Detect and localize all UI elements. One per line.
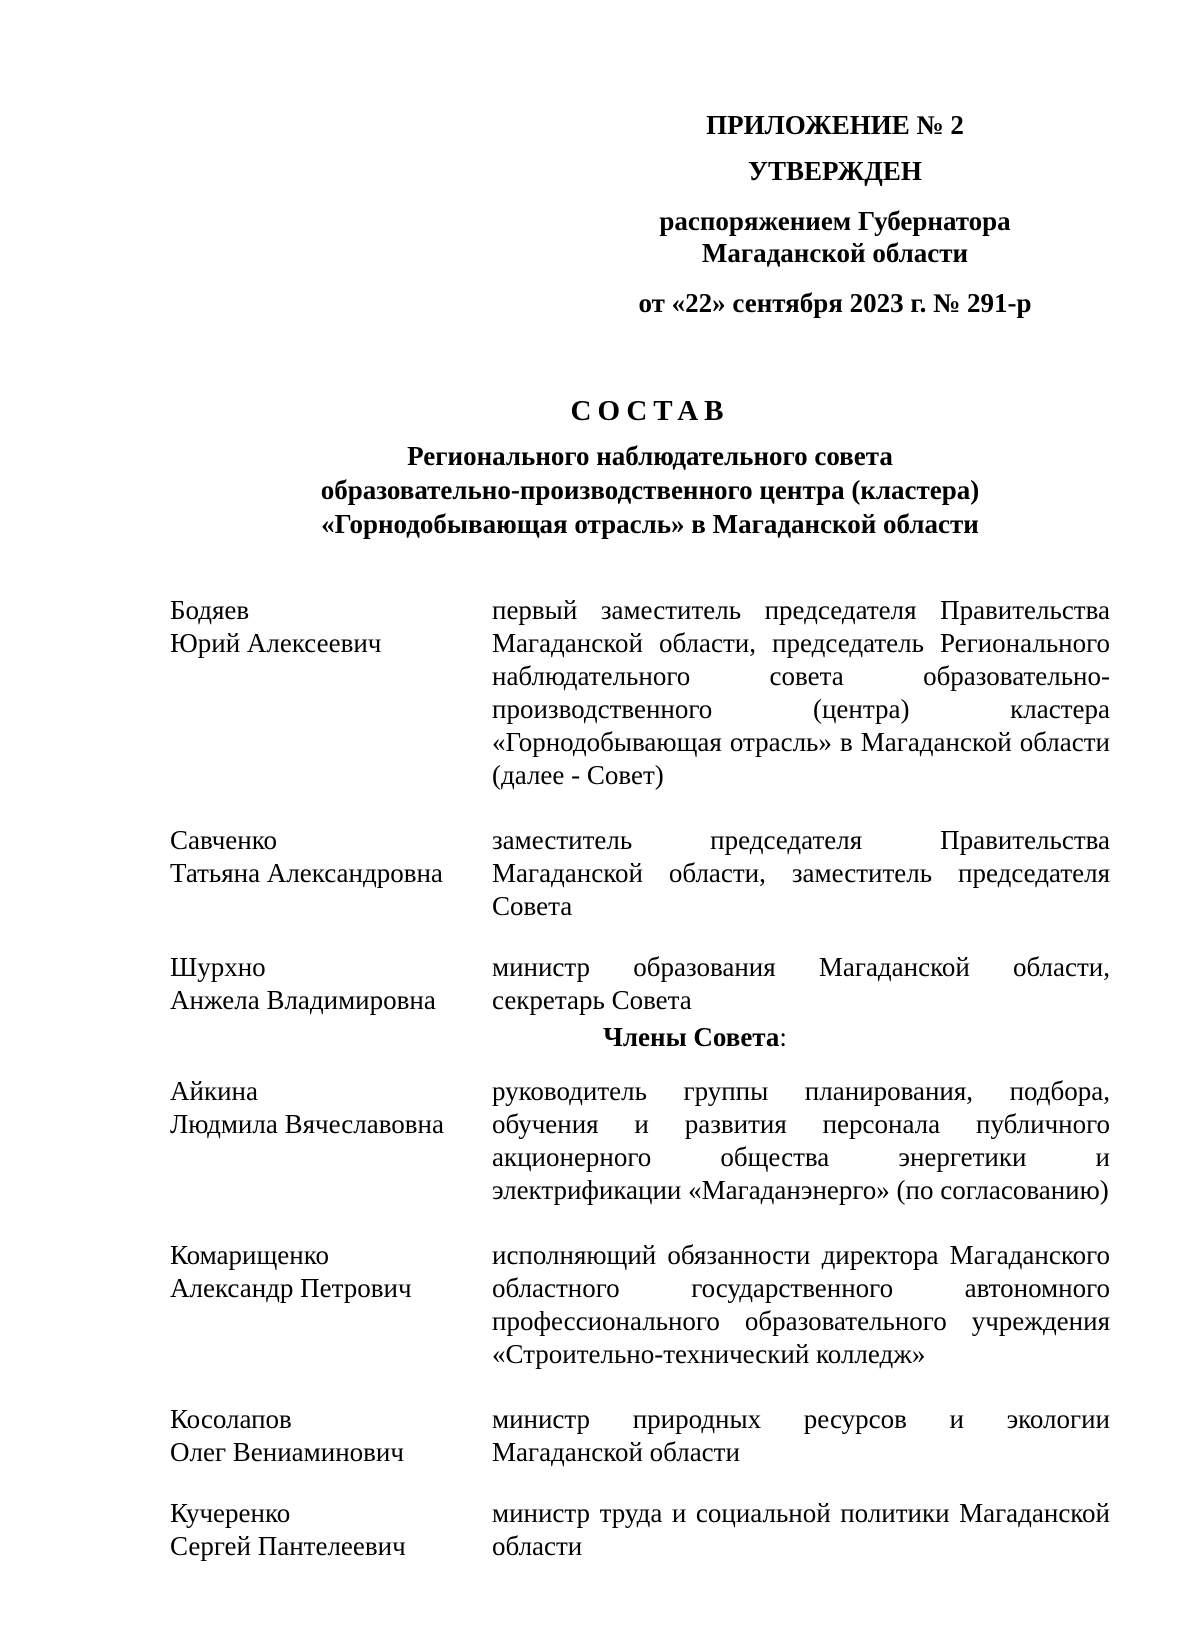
member-row xyxy=(170,824,1110,923)
approval-block xyxy=(600,108,1070,320)
member-name xyxy=(170,1497,492,1563)
member-name xyxy=(170,1075,492,1207)
member-row xyxy=(170,951,1110,1017)
member-given-names: Сергей Пантелеевич xyxy=(170,1531,406,1561)
council-composition xyxy=(170,594,1110,1563)
member-role: первый заместитель председателя Правительства Магаданской области, председатель Регионального наблюдательного совета образовательно-производственного (центра) кластера «Горнодобывающая отрасль» в Магаданской области (далее - Совет) xyxy=(492,595,1110,790)
member-row xyxy=(170,1075,1110,1207)
member-row xyxy=(170,1497,1110,1563)
members-heading-colon: : xyxy=(779,1022,787,1052)
member-surname: Айкина xyxy=(170,1076,258,1106)
member-surname: Шурхно xyxy=(170,952,266,982)
document-title xyxy=(180,393,1120,541)
member-row xyxy=(170,1239,1110,1371)
member-name xyxy=(170,951,492,1017)
approved-by-line-1: распоряжением Губернатора xyxy=(659,206,1011,236)
title-heading: СОСТАВ xyxy=(570,395,730,427)
approved-label: УТВЕРЖДЕН xyxy=(748,156,922,186)
appendix-number: ПРИЛОЖЕНИЕ № 2 xyxy=(706,110,964,140)
members-section-heading xyxy=(170,1017,1110,1075)
members-heading-text: Члены Совета xyxy=(603,1022,780,1052)
member-role: руководитель группы планирования, подбора, обучения и развития персонала публичного акционерного общества энергетики и электрификации «Магаданэнерго» (по согласованию) xyxy=(492,1076,1110,1205)
title-line-2: образовательно-производственного центра (кластера) xyxy=(320,475,980,505)
member-role: министр образования Магаданской области, секретарь Совета xyxy=(492,952,1110,1015)
member-given-names: Олег Вениаминович xyxy=(170,1437,404,1467)
member-given-names: Александр Петрович xyxy=(170,1273,412,1303)
member-given-names: Людмила Вячеславовна xyxy=(170,1109,444,1139)
member-name xyxy=(170,824,492,923)
member-name xyxy=(170,1239,492,1371)
member-given-names: Татьяна Александровна xyxy=(170,858,443,888)
member-name xyxy=(170,594,492,792)
member-surname: Кучеренко xyxy=(170,1498,291,1528)
member-row xyxy=(170,594,1110,792)
member-role: министр труда и социальной политики Магаданской области xyxy=(492,1498,1110,1561)
title-line-1: Регионального наблюдательного совета xyxy=(407,441,893,471)
member-role: министр природных ресурсов и экологии Магаданской области xyxy=(492,1404,1110,1467)
member-surname: Савченко xyxy=(170,825,277,855)
member-row xyxy=(170,1403,1110,1469)
member-name xyxy=(170,1403,492,1469)
member-given-names: Юрий Алексеевич xyxy=(170,628,382,658)
order-date-number: от «22» сентября 2023 г. № 291-р xyxy=(638,288,1032,318)
member-given-names: Анжела Владимировна xyxy=(170,985,436,1015)
member-role: заместитель председателя Правительства Магаданской области, заместитель председателя Совета xyxy=(492,825,1110,921)
member-surname: Косолапов xyxy=(170,1404,292,1434)
title-line-3: «Горнодобывающая отрасль» в Магаданской области xyxy=(321,509,979,539)
member-surname: Бодяев xyxy=(170,595,250,625)
member-role: исполняющий обязанности директора Магаданского областного государственного автономного профессионального образовательного учреждения «Строительно-технический колледж» xyxy=(492,1240,1110,1369)
approved-by-line-2: Магаданской области xyxy=(701,238,969,268)
member-surname: Комарищенко xyxy=(170,1240,329,1270)
